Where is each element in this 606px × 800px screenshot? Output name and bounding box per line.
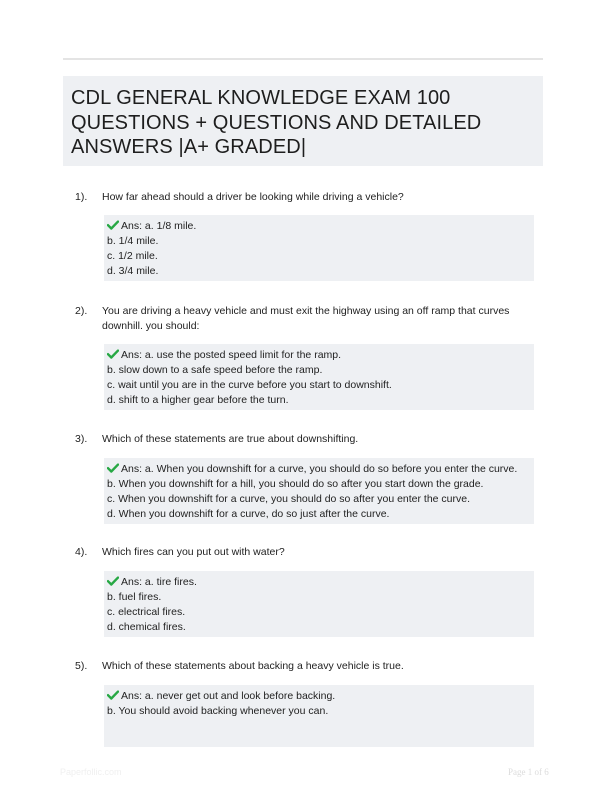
answer-option: c. When you downshift for a curve, you should do so after you enter the curve. bbox=[107, 493, 471, 505]
answer-panel bbox=[104, 215, 534, 281]
answer-panel bbox=[104, 344, 534, 410]
check-icon bbox=[107, 220, 119, 230]
answer-text: Ans: a. never get out and look before backing. bbox=[121, 690, 336, 702]
question-text: Which of these statements about backing a heavy vehicle is true. bbox=[102, 660, 404, 672]
answer-correct bbox=[107, 575, 531, 590]
answer-option: b. When you downshift for a hill, you should do so after you start down the grade. bbox=[107, 478, 484, 490]
answer-text: Ans: a. tire fires. bbox=[121, 576, 197, 588]
answer-option: b. 1/4 mile. bbox=[107, 235, 159, 247]
answer-panel bbox=[104, 458, 534, 524]
check-icon bbox=[107, 463, 119, 473]
answer-option: b. slow down to a safe speed before the ramp. bbox=[107, 364, 323, 376]
answer-panel bbox=[104, 571, 534, 637]
answer-option: b. fuel fires. bbox=[107, 591, 162, 603]
watermark: Paperfollic.com bbox=[60, 767, 122, 777]
question-number: 3). bbox=[75, 433, 88, 445]
answer-text: Ans: a. 1/8 mile. bbox=[121, 220, 197, 232]
check-icon bbox=[107, 349, 119, 359]
answer-option: d. shift to a higher gear before the turn. bbox=[107, 394, 289, 406]
page-number: Page 1 of 6 bbox=[508, 767, 549, 777]
check-icon bbox=[107, 576, 119, 586]
answer-correct bbox=[107, 689, 531, 704]
title-banner bbox=[63, 76, 543, 166]
answer-text: Ans: a. use the posted speed limit for the ramp. bbox=[121, 349, 342, 361]
answer-correct bbox=[107, 462, 531, 477]
answer-option: c. wait until you are in the curve before you start to downshift. bbox=[107, 379, 392, 391]
question-text: How far ahead should a driver be looking while driving a vehicle? bbox=[102, 191, 404, 203]
answer-option: c. electrical fires. bbox=[107, 606, 186, 618]
answer-option: c. 1/2 mile. bbox=[107, 250, 158, 262]
question-text: Which fires can you put out with water? bbox=[102, 546, 285, 558]
answer-correct bbox=[107, 219, 531, 234]
answer-panel bbox=[104, 685, 534, 747]
check-icon bbox=[107, 690, 119, 700]
question-number: 4). bbox=[75, 546, 88, 558]
question-text: You are driving a heavy vehicle and must exit the highway using an off ramp that curves downhill. you should: bbox=[102, 305, 510, 332]
top-divider bbox=[63, 58, 543, 60]
question-number: 2). bbox=[75, 305, 88, 317]
answer-option: b. You should avoid backing whenever you can. bbox=[107, 705, 329, 717]
question-text: Which of these statements are true about downshifting. bbox=[102, 433, 359, 445]
answer-correct bbox=[107, 348, 531, 363]
document-title: CDL GENERAL KNOWLEDGE EXAM 100 QUESTIONS + QUESTIONS AND DETAILED ANSWERS |A+ GRADED| bbox=[71, 87, 482, 158]
question-number: 5). bbox=[75, 660, 88, 672]
answer-text: Ans: a. When you downshift for a curve, you should do so before you enter the curve. bbox=[121, 463, 518, 475]
answer-option: d. When you downshift for a curve, do so just after the curve. bbox=[107, 508, 390, 520]
answer-option: d. 3/4 mile. bbox=[107, 265, 159, 277]
question-number: 1). bbox=[75, 191, 88, 203]
answer-option: d. chemical fires. bbox=[107, 621, 186, 633]
